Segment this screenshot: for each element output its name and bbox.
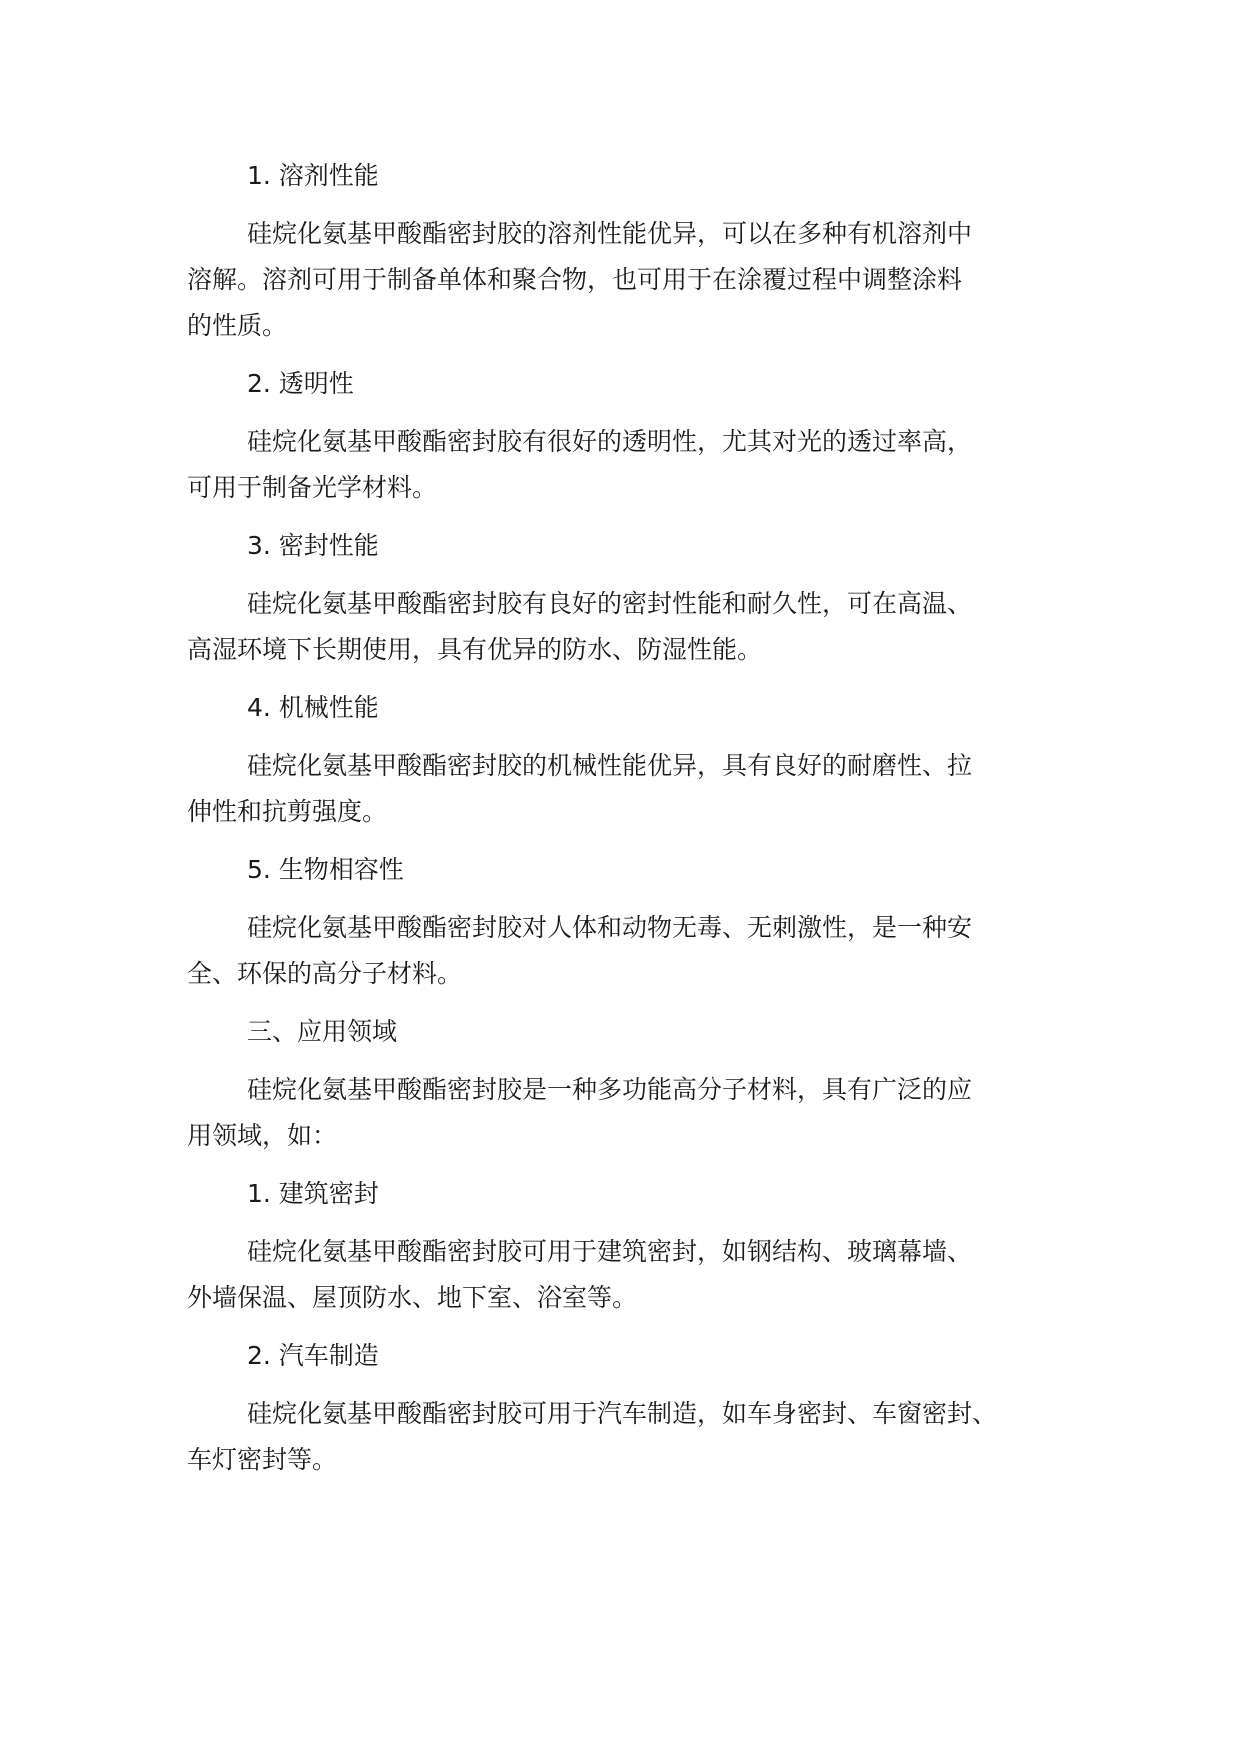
paragraph <box>187 1391 1067 1483</box>
paragraph-line: 全、环保的高分子材料。 <box>187 959 463 988</box>
paragraph-line: 用领域，如： <box>187 1121 338 1150</box>
section-heading: 5. 生物相容性 <box>247 855 404 884</box>
paragraph-line: 溶解。溶剂可用于制备单体和聚合物，也可用于在涂覆过程中调整涂料 <box>187 265 963 294</box>
paragraph-line: 硅烷化氨基甲酸酯密封胶是一种多功能高分子材料，具有广泛的应 <box>247 1075 973 1104</box>
paragraph-line: 硅烷化氨基甲酸酯密封胶有很好的透明性，尤其对光的透过率高， <box>247 427 973 456</box>
paragraph-line: 伸性和抗剪强度。 <box>187 797 388 826</box>
paragraph <box>187 1067 1067 1159</box>
paragraph <box>187 1229 1067 1321</box>
section-heading: 4. 机械性能 <box>247 693 379 722</box>
paragraph-line: 硅烷化氨基甲酸酯密封胶的机械性能优异，具有良好的耐磨性、拉 <box>247 751 973 780</box>
paragraph <box>187 419 1067 511</box>
paragraph-line: 硅烷化氨基甲酸酯密封胶有良好的密封性能和耐久性，可在高温、 <box>247 589 973 618</box>
paragraph-line: 外墙保温、屋顶防水、地下室、浴室等。 <box>187 1283 638 1312</box>
paragraph-line: 高湿环境下长期使用，具有优异的防水、防湿性能。 <box>187 635 763 664</box>
paragraph-line: 可用于制备光学材料。 <box>187 473 438 502</box>
paragraph-line: 车灯密封等。 <box>187 1445 338 1474</box>
document-body <box>187 153 1067 1495</box>
paragraph-line: 硅烷化氨基甲酸酯密封胶的溶剂性能优异，可以在多种有机溶剂中 <box>247 219 973 248</box>
section-heading: 1. 建筑密封 <box>247 1179 379 1208</box>
paragraph <box>187 905 1067 997</box>
paragraph-line: 硅烷化氨基甲酸酯密封胶对人体和动物无毒、无刺激性，是一种安 <box>247 913 973 942</box>
section-heading: 2. 透明性 <box>247 369 354 398</box>
paragraph-line: 硅烷化氨基甲酸酯密封胶可用于建筑密封，如钢结构、玻璃幕墙、 <box>247 1237 973 1266</box>
paragraph-line: 的性质。 <box>187 311 288 340</box>
paragraph-line: 硅烷化氨基甲酸酯密封胶可用于汽车制造，如车身密封、车窗密封、 <box>247 1399 998 1428</box>
section-heading: 1. 溶剂性能 <box>247 161 379 190</box>
paragraph <box>187 581 1067 673</box>
section-heading: 2. 汽车制造 <box>247 1341 379 1370</box>
paragraph <box>187 743 1067 835</box>
section-heading: 3. 密封性能 <box>247 531 379 560</box>
paragraph <box>187 211 1067 349</box>
section-heading: 三、应用领域 <box>247 1017 398 1046</box>
